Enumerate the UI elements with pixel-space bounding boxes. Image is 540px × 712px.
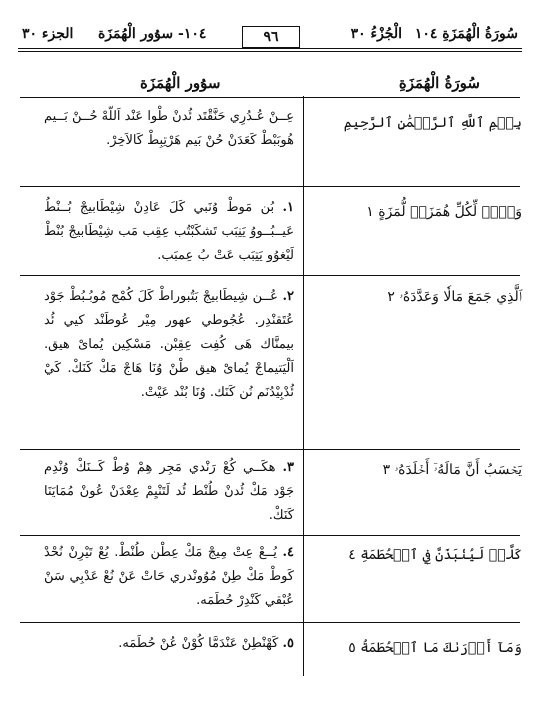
translation-text: بُن مَوطْ وُنَبي كَلَ عَادِنْ شِيْطَابيجْ بُــنْطُ عَيــبُــووُ يَنِبَب تَشكَبْتُب عِقِب مَب شِيْطَابيجْ بُنْطْ لَيْغوُو يَتِبَب عَتْ بُ عِمبَب.	[44, 200, 294, 263]
row-separator	[20, 186, 520, 187]
translation-text: يُــعْ عِتْ مِيجْ مَكْ عِطْن طُنْطْ. يُعْ تَيْرِنْ نُحْدْ كَوطْ مَكْ طِنْ مُوُونْدري حَاتْ عَنْ نُعْ عَدْبِي سَنْ عُبْقي كَنْدِرْ حُطَمَه.	[44, 545, 294, 608]
row-separator	[20, 622, 520, 623]
header-surah-label: سُورَةُ الْهُمَزَةِ ١٠٤	[414, 26, 518, 42]
page-number-box	[242, 26, 300, 48]
translation-surah-heading: سۇور الْهُمَزَة	[140, 74, 221, 92]
verse-number: ٤.	[282, 545, 294, 560]
translation-1	[44, 196, 294, 268]
translation-5	[44, 632, 294, 656]
row-separator	[20, 97, 520, 98]
page-number: ٩٦	[263, 29, 279, 45]
translation-2	[44, 285, 294, 405]
translation-text: هكَــي كُعْ رَنْدي مَجِر هِمْ وُطْ كَــنَكْ وُنْدِم جَوْد مَكْ ئُدنْ طُنْط ئُد لَتَنْيِمْ عِعْدَنْ عُونْ مُمَايَنَا كَنَكْ.	[44, 460, 294, 523]
header-juz-label-left: الجزء ٣٠	[22, 26, 74, 42]
row-separator	[20, 275, 520, 276]
verse-basmala: بِسۡمِ ٱللَّهِ ٱلرَّحۡمَٰنِ ٱلرَّحِيمِ	[343, 115, 522, 131]
verse-number: ٣.	[282, 460, 294, 475]
header-rule	[18, 48, 522, 49]
translation-4	[44, 541, 294, 613]
verse-number: ٥.	[282, 636, 294, 651]
verse-5: وَمَآ أَدۡرَىٰكَ مَا ٱلۡحُطَمَةُ ٥	[348, 640, 522, 656]
row-separator	[20, 535, 520, 536]
header-rule-thin	[18, 51, 522, 52]
verse-number: ١.	[282, 200, 295, 215]
header-surah-translation-label: ١٠٤- سۇور الْهُمَزَة	[98, 26, 207, 42]
verse-2: ٱلَّذِي جَمَعَ مَالٗا وَعَدَّدَهُۥ ٢	[387, 289, 522, 305]
verse-1: وَيۡلٞ لِّكُلِّ هُمَزَةٖ لُّمَزَةٍ ١	[366, 204, 522, 220]
translation-3	[44, 456, 294, 528]
row-separator	[20, 449, 520, 450]
header-juz-label: الْجُزْءُ ٣٠	[350, 26, 402, 42]
verse-number: ٢.	[282, 289, 294, 304]
verse-3: يَحۡسَبُ أَنَّ مَالَهُۥٓ أَخۡلَدَهُۥ ٣	[382, 462, 522, 478]
translation-text: كَهْنْطِنْ عَنْدَمَّا كُوْنْ عُنْ حُطَمَه.	[118, 636, 279, 651]
translation-text: عُــن شِيطَابيجْ بَتُبوراطْ كَلَ كُمْج مُوبُـبُطْ جَوْد عُتَقنْدِر. عُجُوطي عهور مِيْر عُوطَنْد كيي ئُد بيمنَّاك هَى كُفِت عِقِبْن. مَسْكِين يُماىْ هيق. اَلْيَتيماجْ يُماىْ هيق طْنْ وُنَا هَاجْ مَكْ كَنَكْ. كَيْ ئُدْبِيْدُنَم نُن كَنَك. وُنَا بُنْد عَيْتْ.	[44, 289, 294, 400]
column-divider	[303, 96, 304, 676]
arabic-surah-heading: سُورَةُ الْهُمَزَةِ	[398, 74, 480, 92]
verse-4: كَلَّاۖ لَيُنۢبَذَنَّ فِي ٱلۡحُطَمَةِ ٤	[348, 547, 522, 563]
translation-basmala: عِــنْ عُـدُرِي حَنَّقْتَد ئُدنْ طْوا عَنْد اَللّهْ حُــنْ بَــيم هُوبَبْطْ كَعَدَنْ حُنْ بَيم هَرْتِبِطْ كَالاَخِرْ.	[44, 109, 294, 148]
